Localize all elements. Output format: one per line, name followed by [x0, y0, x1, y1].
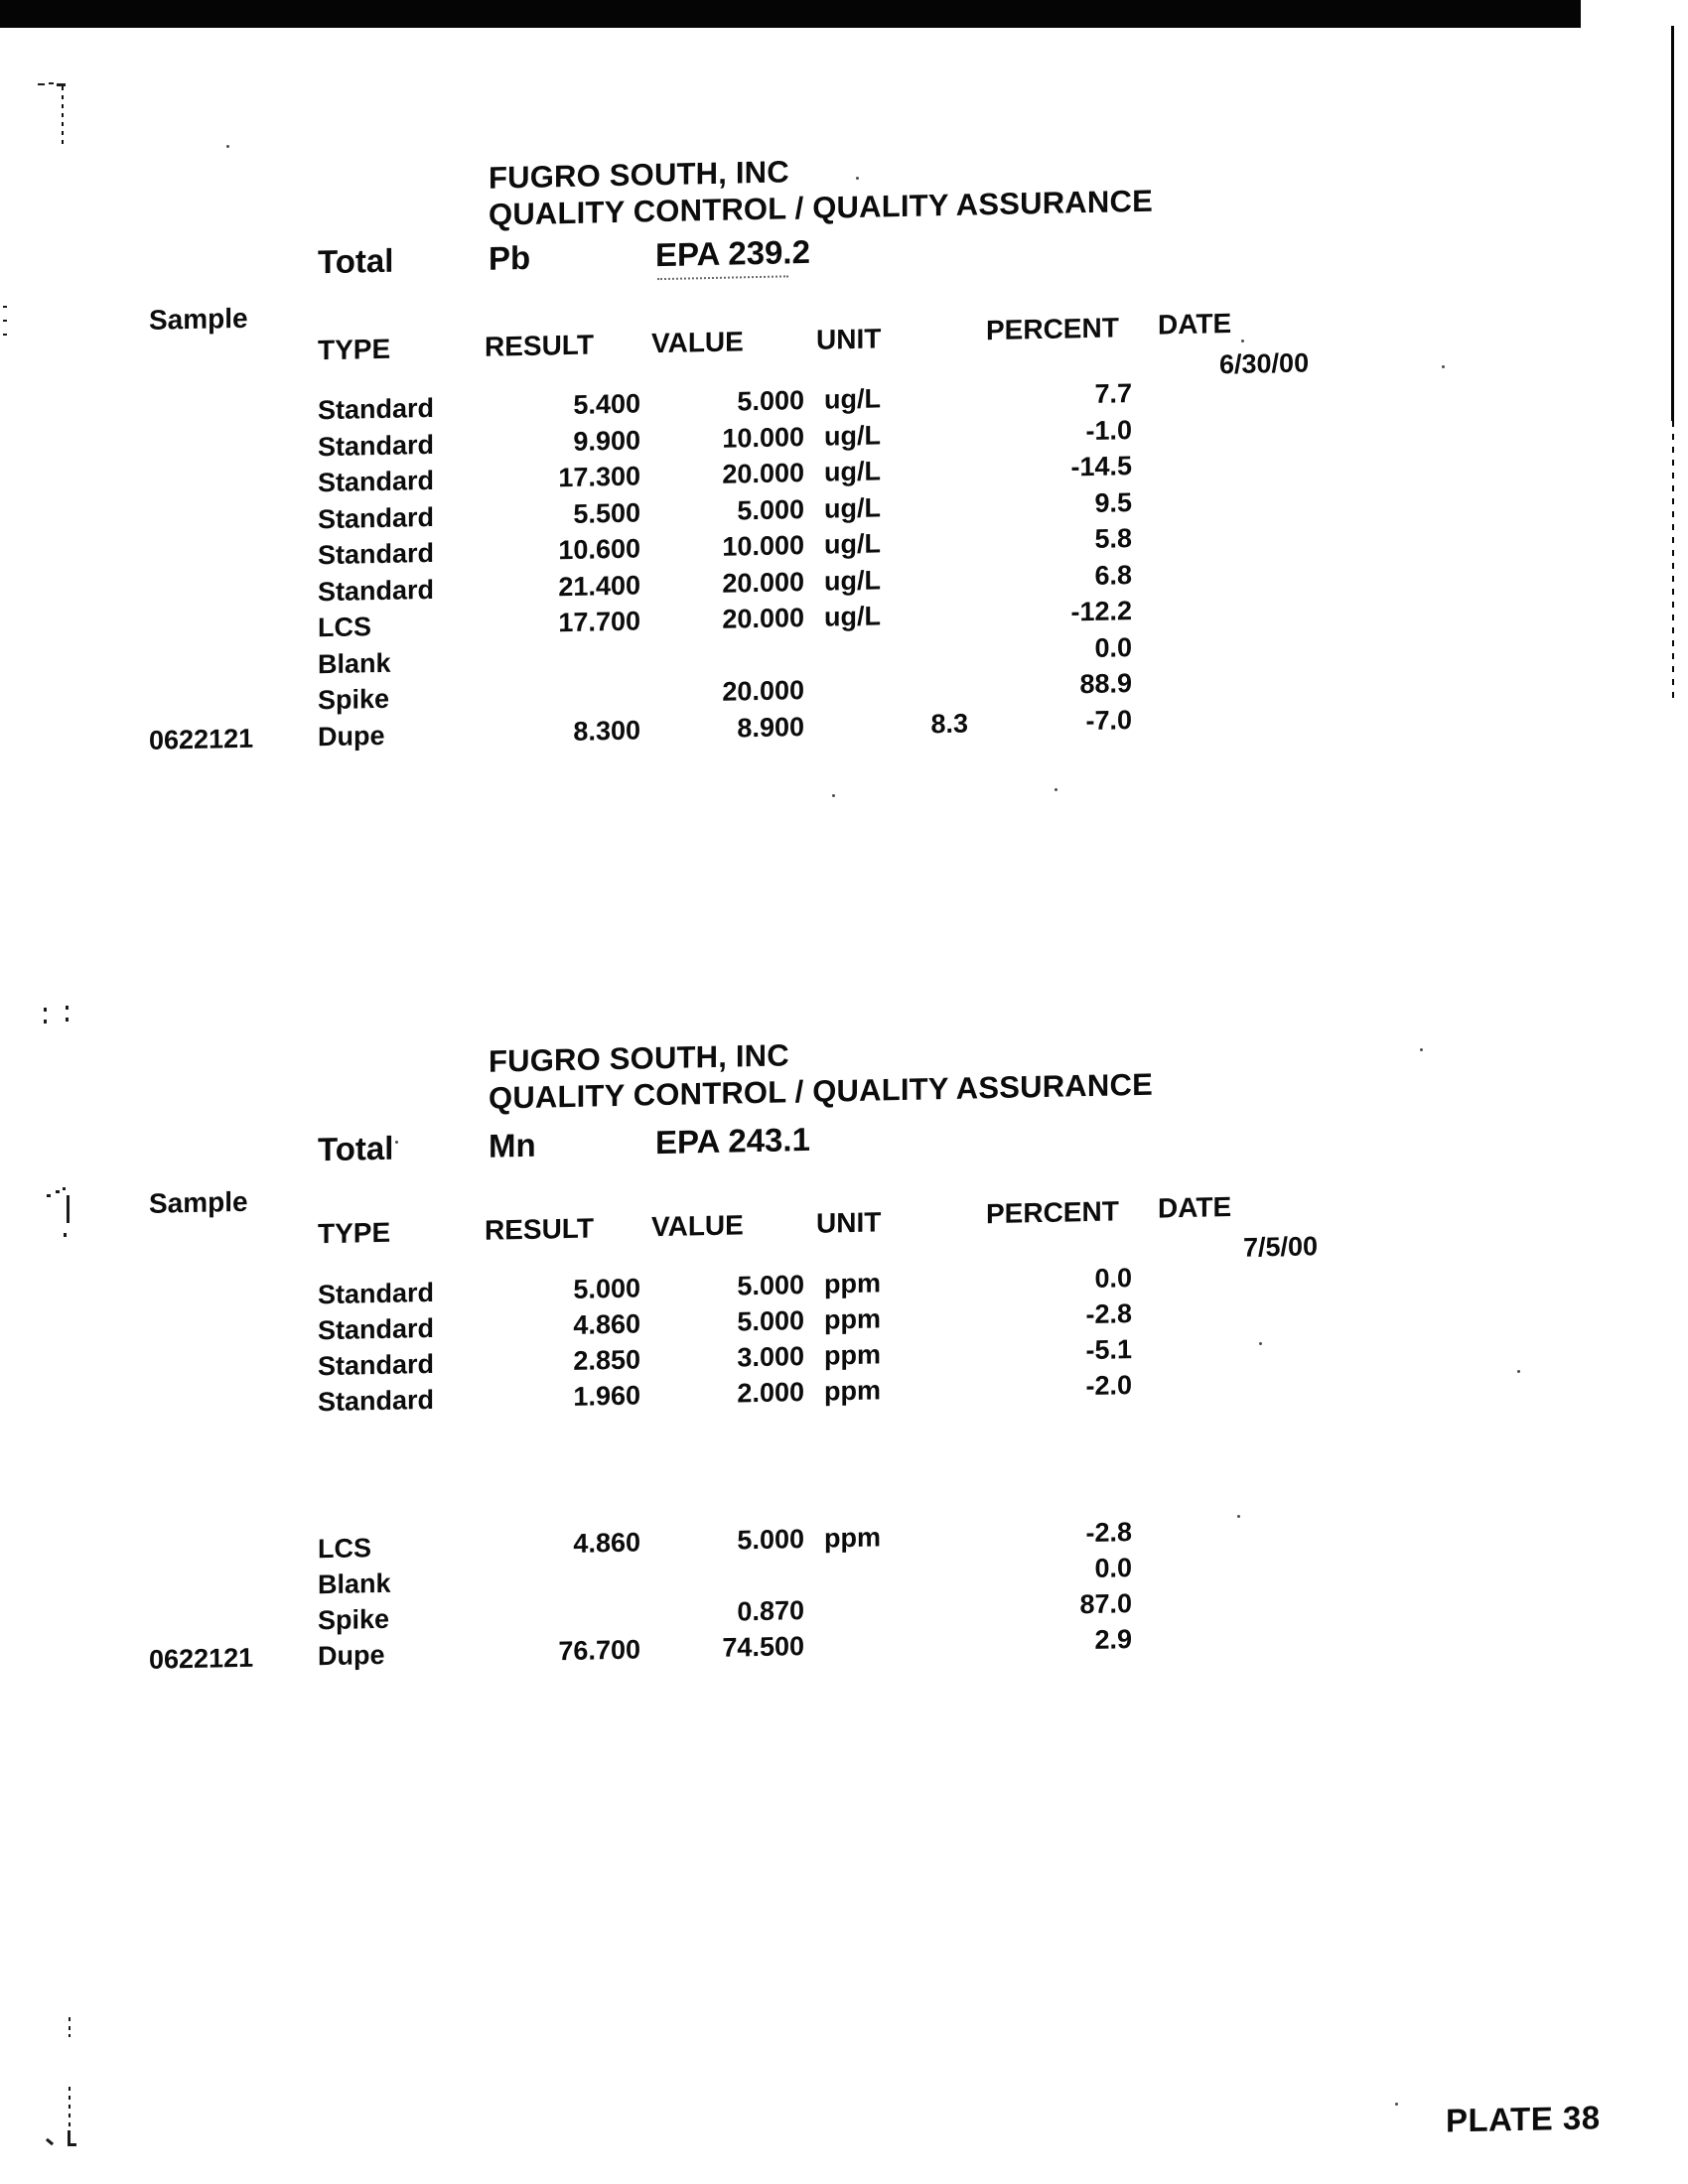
- unit-cell: [804, 636, 923, 675]
- value-cell: 20.000: [722, 566, 804, 599]
- result-cell: 5.500: [573, 496, 640, 529]
- scan-speck-artifact: [1395, 2103, 1398, 2106]
- percent-cell: -14.5: [1070, 451, 1132, 482]
- unit-cell: [804, 1629, 923, 1668]
- percent-cell: 5.8: [1094, 523, 1132, 554]
- scan-mark-artifact: [56, 1190, 60, 1193]
- scan-mark-artifact: [63, 1187, 66, 1190]
- value-cell: 10.000: [722, 421, 804, 454]
- type-cell: Blank: [318, 1568, 391, 1600]
- scan-speck-artifact: [395, 1141, 398, 1144]
- unit-cell: ug/L: [824, 383, 881, 415]
- unit-cell: [804, 1558, 923, 1596]
- analyte-symbol: Pb: [489, 238, 531, 277]
- scan-speck-artifact: [1517, 1370, 1520, 1373]
- result-cell: 17.300: [558, 461, 640, 493]
- scan-speck-artifact: [1055, 788, 1057, 791]
- scan-speck-artifact: [1442, 365, 1445, 368]
- percent-cell: -1.0: [1085, 414, 1132, 446]
- scan-speck-artifact: [226, 145, 229, 148]
- column-header-row: [0, 1189, 1688, 1257]
- scan-speck-artifact: [1420, 1048, 1423, 1051]
- type-cell: Standard: [318, 1312, 435, 1346]
- rpd-cell: [923, 490, 968, 527]
- scan-mark-artifact: [69, 2026, 70, 2030]
- col-header-result: RESULT: [485, 1212, 594, 1246]
- col-header-percent: PERCENT: [986, 312, 1119, 346]
- percent-cell: -2.8: [1085, 1298, 1132, 1330]
- rpd-cell: [923, 418, 968, 455]
- col-header-unit: UNIT: [816, 1206, 882, 1239]
- percent-cell: 6.8: [1094, 559, 1132, 591]
- percent-cell: -2.0: [1085, 1370, 1132, 1402]
- value-cell: 5.000: [737, 1524, 804, 1556]
- rpd-cell: [923, 1557, 968, 1593]
- value-cell: 0.870: [737, 1595, 804, 1627]
- value-cell: 8.900: [737, 711, 804, 743]
- scan-mark-artifact: [69, 2087, 70, 2126]
- unit-cell: ug/L: [824, 456, 881, 487]
- result-cell: 76.700: [558, 1634, 640, 1667]
- value-cell: 3.000: [737, 1341, 804, 1373]
- unit-cell: ug/L: [824, 601, 881, 632]
- run-date: 7/5/00: [1243, 1231, 1319, 1263]
- scan-mark-artifact: [38, 83, 45, 85]
- result-cell: 2.850: [573, 1344, 640, 1376]
- scan-speck-artifact: [1237, 1515, 1240, 1518]
- rpd-cell: [923, 455, 968, 491]
- col-header-percent: PERCENT: [986, 1195, 1119, 1230]
- value-cell: 5.000: [737, 1305, 804, 1337]
- scan-mark-artifact: [3, 306, 7, 308]
- result-cell: 17.700: [558, 606, 640, 638]
- percent-cell: -12.2: [1070, 596, 1132, 627]
- rpd-cell: [923, 1338, 968, 1375]
- scan-mark-artifact: [3, 334, 7, 336]
- col-header-value: VALUE: [651, 326, 744, 359]
- unit-cell: ppm: [824, 1268, 881, 1299]
- rpd-cell: [923, 382, 968, 419]
- column-header-row: [0, 306, 1688, 373]
- plate-number-label: PLATE 38: [1446, 2099, 1601, 2139]
- percent-cell: 0.0: [1094, 631, 1132, 663]
- table-rows: [0, 366, 1688, 764]
- percent-cell: -2.8: [1085, 1517, 1132, 1549]
- type-cell: Standard: [318, 1348, 435, 1382]
- unit-cell: ug/L: [824, 564, 881, 597]
- sample-id-cell: 0622121: [149, 1642, 254, 1675]
- unit-cell: [804, 1593, 923, 1632]
- type-cell: LCS: [318, 1533, 371, 1565]
- scan-edge-line-artifact: [1671, 26, 1674, 421]
- scan-mark-artifact: [62, 86, 64, 148]
- percent-cell: 9.5: [1094, 486, 1132, 518]
- rpd-cell: [923, 600, 968, 636]
- percent-cell: 87.0: [1079, 1588, 1132, 1620]
- value-cell: 2.000: [737, 1377, 804, 1409]
- col-header-date: DATE: [1158, 1191, 1232, 1224]
- value-cell: 20.000: [722, 458, 804, 489]
- percent-cell: 0.0: [1094, 1553, 1132, 1583]
- type-cell: Standard: [318, 429, 435, 462]
- type-cell: Dupe: [318, 1639, 385, 1672]
- value-cell: 5.000: [737, 1270, 804, 1301]
- type-cell: Standard: [318, 465, 435, 498]
- type-cell: Blank: [318, 647, 391, 679]
- col-header-result: RESULT: [485, 329, 594, 362]
- value-cell: 20.000: [722, 675, 804, 707]
- result-cell: 10.600: [558, 533, 640, 566]
- report-subtitle: QUALITY CONTROL / QUALITY ASSURANCE: [489, 1066, 1153, 1116]
- type-cell: LCS: [318, 612, 371, 643]
- report-subtitle: QUALITY CONTROL / QUALITY ASSURANCE: [489, 183, 1153, 232]
- col-header-date: DATE: [1158, 308, 1232, 341]
- unit-cell: ug/L: [824, 419, 881, 452]
- type-cell: Standard: [318, 1384, 435, 1418]
- sample-column-label: Sample: [149, 302, 248, 336]
- sample-column-label: Sample: [149, 1185, 248, 1219]
- scan-mark-artifact: [69, 2034, 70, 2037]
- rpd-cell: [923, 1302, 968, 1339]
- unit-cell: ug/L: [824, 491, 881, 524]
- scan-mark-artifact: [68, 2143, 76, 2146]
- percent-cell: -7.0: [1085, 704, 1132, 736]
- unit-cell: ppm: [824, 1303, 881, 1335]
- scan-mark-artifact: [3, 320, 7, 322]
- scan-mark-artifact: [66, 1006, 69, 1010]
- scan-mark-artifact: [49, 82, 54, 84]
- scan-mark-artifact: [66, 1018, 69, 1022]
- col-header-type: TYPE: [318, 333, 391, 366]
- percent-cell: 88.9: [1079, 668, 1132, 700]
- type-cell: Standard: [318, 574, 435, 607]
- rpd-cell: 8.3: [930, 708, 968, 739]
- scan-speck-artifact: [1241, 340, 1244, 342]
- unit-cell: [804, 673, 923, 712]
- result-cell: [477, 1598, 640, 1637]
- company-name: FUGRO SOUTH, INC: [489, 1037, 789, 1079]
- result-cell: 4.860: [573, 1527, 640, 1559]
- percent-cell: 7.7: [1094, 378, 1132, 409]
- value-cell: 5.000: [737, 493, 804, 525]
- unit-cell: ppm: [824, 1339, 881, 1371]
- type-cell: Spike: [318, 1603, 390, 1636]
- result-cell: [477, 642, 640, 682]
- result-cell: [477, 678, 640, 718]
- value-cell: 74.500: [722, 1631, 804, 1663]
- type-cell: Standard: [318, 501, 435, 534]
- scan-mark-artifact: [44, 1008, 47, 1012]
- epa-method: EPA 243.1: [655, 1120, 810, 1161]
- total-label: Total: [318, 241, 394, 281]
- value-cell: [640, 639, 804, 679]
- rpd-cell: [923, 527, 968, 564]
- result-cell: [477, 1563, 640, 1601]
- rpd-cell: [923, 635, 968, 672]
- value-cell: 10.000: [722, 530, 804, 562]
- rpd-cell: [923, 1267, 968, 1303]
- rpd-cell: [923, 672, 968, 709]
- result-cell: 5.000: [573, 1273, 640, 1304]
- value-cell: 20.000: [722, 603, 804, 634]
- result-cell: 21.400: [558, 569, 640, 602]
- result-cell: 4.860: [573, 1308, 640, 1340]
- type-cell: Standard: [318, 1277, 435, 1310]
- percent-cell: -5.1: [1085, 1334, 1132, 1366]
- rpd-cell: [923, 1374, 968, 1411]
- type-cell: Standard: [318, 392, 435, 426]
- result-cell: 1.960: [573, 1380, 640, 1412]
- type-cell: Dupe: [318, 720, 385, 751]
- scan-speck-artifact: [856, 177, 859, 180]
- value-cell: 5.000: [737, 385, 804, 417]
- total-label: Total: [318, 1129, 394, 1168]
- rpd-cell: [923, 563, 968, 600]
- percent-cell: 0.0: [1094, 1263, 1132, 1294]
- scan-mark-artifact: [44, 1020, 47, 1024]
- sample-id-cell: [0, 1387, 318, 1430]
- scan-mark-artifact: [67, 1195, 70, 1223]
- scan-mark-artifact: [64, 1233, 67, 1237]
- epa-method: EPA 239.2: [655, 232, 810, 274]
- table-rows: [0, 1251, 1688, 1684]
- analyte-symbol: Mn: [489, 1126, 536, 1164]
- result-cell: 9.900: [573, 424, 640, 457]
- rpd-cell: [923, 1628, 968, 1665]
- col-header-type: TYPE: [318, 1216, 391, 1250]
- col-header-value: VALUE: [651, 1209, 744, 1243]
- type-cell: Standard: [318, 537, 435, 571]
- scan-edge-line-artifact: [1672, 421, 1674, 703]
- sample-id-cell: 0622121: [149, 723, 254, 755]
- col-header-unit: UNIT: [816, 323, 882, 355]
- type-cell: Spike: [318, 683, 390, 716]
- scan-speck-artifact: [1259, 1342, 1262, 1345]
- result-cell: 8.300: [573, 714, 640, 747]
- unit-cell: ppm: [824, 1375, 881, 1407]
- rpd-cell: [923, 1592, 968, 1629]
- rpd-cell: [923, 1521, 968, 1558]
- run-date: 6/30/00: [1219, 347, 1310, 380]
- percent-cell: 2.9: [1094, 1624, 1132, 1655]
- scan-mark-artifact: [47, 1194, 51, 1197]
- result-cell: 5.400: [573, 388, 640, 420]
- unit-cell: ppm: [824, 1522, 881, 1554]
- scan-mark-artifact: [69, 2017, 70, 2021]
- unit-cell: ug/L: [824, 528, 881, 560]
- unit-cell: [804, 709, 923, 748]
- value-cell: [640, 1560, 804, 1598]
- scan-speck-artifact: [832, 794, 835, 797]
- scan-edge-bar-artifact: [0, 0, 1581, 28]
- company-name: FUGRO SOUTH, INC: [489, 154, 789, 196]
